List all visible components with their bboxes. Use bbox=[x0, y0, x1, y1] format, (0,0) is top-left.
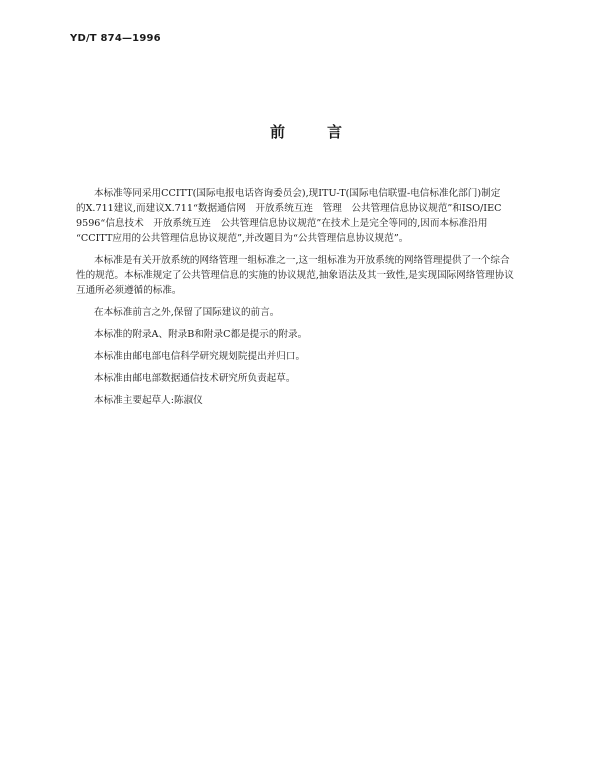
paragraph-4: 本标准的附录A、附录B和附录C都是提示的附录。 bbox=[94, 329, 308, 340]
paragraph-5: 本标准由邮电部电信科学研究规划院提出并归口。 bbox=[94, 351, 306, 362]
foreword-body bbox=[76, 186, 600, 408]
paragraph-1-line-1: 本标准等同采用CCITT(国际电报电话咨询委员会),现ITU-T(国际电信联盟-电信标准化部门)制定 bbox=[94, 188, 501, 199]
page-title: 前言 bbox=[270, 123, 385, 141]
paragraph-1-line-4: “CCITT应用的公共管理信息协议规范”,并改题目为“公共管理信息协议规范”。 bbox=[76, 233, 409, 244]
standard-code: YD/T 874—1996 bbox=[70, 33, 161, 44]
paragraph-6: 本标准由邮电部数据通信技术研究所负责起草。 bbox=[94, 373, 296, 384]
paragraph-1-line-3: 9596“信息技术 开放系统互连 公共管理信息协议规范”在技术上是完全等同的,因而本标准沿用 bbox=[76, 218, 488, 229]
paragraph-1-line-2: 的X.711建议,而建议X.711“数据通信网 开放系统互连 管理 公共管理信息协议规范”和ISO/IEC bbox=[76, 203, 502, 214]
paragraph-7: 本标准主要起草人:陈淑仪 bbox=[94, 395, 203, 406]
paragraph-2-line-2: 性的规范。本标准规定了公共管理信息的实施的协议规范,抽象语法及其一致性,是实现国际网络管理协议 bbox=[76, 270, 514, 281]
paragraph-2-line-1: 本标准是有关开放系统的网络管理一组标准之一,这一组标准为开放系统的网络管理提供了一个综合 bbox=[94, 255, 510, 266]
paragraph-3: 在本标准前言之外,保留了国际建议的前言。 bbox=[94, 307, 280, 318]
paragraph-2-line-3: 互通所必须遵循的标准。 bbox=[76, 285, 182, 296]
